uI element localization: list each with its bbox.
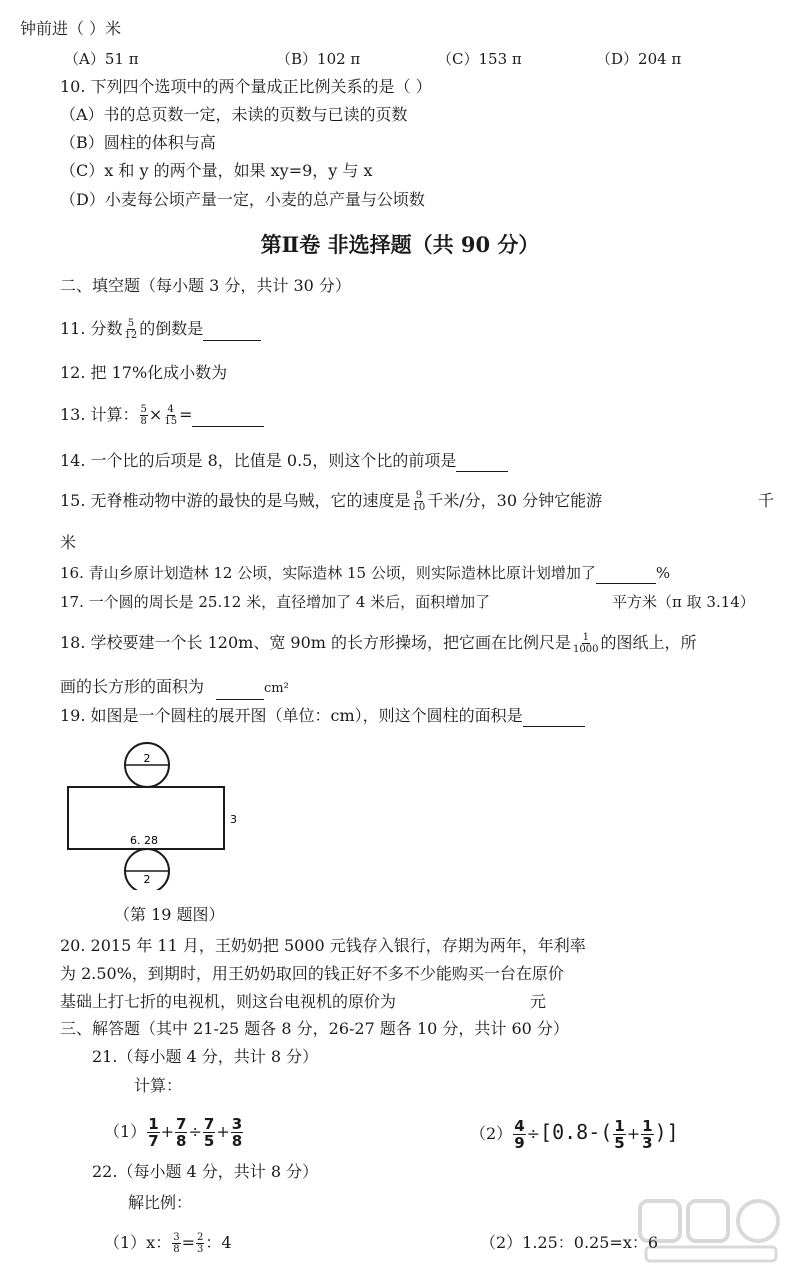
q13-f2-denominator: 15 xyxy=(164,416,178,427)
q15-fraction xyxy=(412,490,427,513)
q17: 17. 一个圆的周长是 25.12 米，直径增加了 4 米后，面积增加了 xyxy=(60,593,491,611)
q21-p2-f1-d: 9 xyxy=(514,1134,525,1152)
q21-p1-op-1: + xyxy=(160,1122,175,1141)
q16 xyxy=(60,562,670,584)
q15-middle: 千米/分，30 分钟它能游 xyxy=(427,491,603,510)
q21-p1-f3-d: 5 xyxy=(203,1132,215,1150)
q13-f2-numerator: 4 xyxy=(167,404,174,415)
q9-option-a: （A）51 π xyxy=(64,50,139,68)
q21-p1-f3-n: 7 xyxy=(203,1115,215,1133)
q21-p2-f3-d: 3 xyxy=(642,1134,653,1152)
q21-part-1 xyxy=(104,1112,244,1152)
q16-unit: % xyxy=(655,564,671,582)
q22-p1-f2-d: 3 xyxy=(197,1244,204,1255)
q19-text: 19. 如图是一个圆柱的展开图（单位：cm），则这个圆柱的面积是 xyxy=(60,706,523,725)
q9-option-b: （B）102 π xyxy=(276,50,361,68)
top-circle-label: 2 xyxy=(143,752,151,765)
q21-instruction: 计算： xyxy=(134,1076,183,1095)
q13-fraction-2 xyxy=(163,404,178,427)
q16-text: 16. 青山乡原计划造林 12 公顷，实际造林 15 公顷，则实际造林比原计划增加了 xyxy=(60,564,596,582)
q20-line-2: 为 2.50%，到期时，用王奶奶取回的钱正好不多不少能购买一台在原价 xyxy=(60,964,564,983)
q21-p2-frac-1 xyxy=(513,1118,525,1151)
q13 xyxy=(60,404,264,427)
q13-operator: × xyxy=(148,405,163,424)
figure-caption: （第 19 题图） xyxy=(114,905,225,924)
q11-denominator: 12 xyxy=(124,330,138,341)
q15-numerator: 9 xyxy=(415,490,423,501)
q11-numerator: 5 xyxy=(127,318,135,329)
q13-f1-denominator: 8 xyxy=(140,416,147,427)
q22-part-2: （2）1.25：0.25=x：6 xyxy=(480,1233,659,1252)
q14-text: 14. 一个比的后项是 8，比值是 0.5，则这个比的前项是 xyxy=(60,451,457,470)
q21-p1-f1-d: 7 xyxy=(148,1132,159,1150)
q18-cont-text: 画的长方形的面积为 xyxy=(60,677,205,696)
q21-p1-op-3: + xyxy=(216,1122,230,1141)
q20-line-1: 20. 2015 年 11 月，王奶奶把 5000 元钱存入银行，存期为两年，年利率 xyxy=(60,936,586,955)
q9-option-c: （C）153 π xyxy=(437,50,522,68)
q18 xyxy=(60,632,697,655)
part-2-header: 二、填空题（每小题 3 分，共计 30 分） xyxy=(60,276,351,295)
q15 xyxy=(60,490,602,513)
q21-p1-f2-n: 7 xyxy=(176,1115,187,1133)
q21-p1-frac-2 xyxy=(175,1116,187,1149)
q21-p2-plus: + xyxy=(626,1124,641,1143)
watermark-logo xyxy=(636,1195,786,1265)
q11 xyxy=(60,318,261,341)
q22-header: 22.（每小题 4 分，共计 8 分） xyxy=(92,1162,319,1181)
q12: 12. 把 17%化成小数为 xyxy=(60,363,228,382)
q18-numerator: 1 xyxy=(582,632,589,643)
q18-prefix: 18. 学校要建一个长 120m、宽 90m 的长方形操场，把它画在比例尺是 xyxy=(60,633,572,652)
q10-option-b: （B）圆柱的体积与高 xyxy=(60,133,216,152)
q18-unit: cm² xyxy=(264,681,289,696)
q15-tail: 千 xyxy=(758,491,775,510)
q21-header: 21.（每小题 4 分，共计 8 分） xyxy=(92,1047,319,1066)
q9-continuation: 钟前进（ ）米 xyxy=(20,19,122,38)
q11-fraction xyxy=(124,318,139,341)
q18-continuation xyxy=(60,676,289,700)
q13-equals: = xyxy=(179,405,193,424)
q10-option-d: （D）小麦每公顷产量一定，小麦的总产量与公顷数 xyxy=(60,190,425,209)
q21-p1-frac-1 xyxy=(147,1116,159,1149)
q21-p2-open: [0.8-( xyxy=(540,1120,613,1144)
q22-p1-frac-1 xyxy=(172,1232,180,1255)
part-3-header: 三、解答题（其中 21-25 题各 8 分，26-27 题各 10 分，共计 60 分） xyxy=(60,1019,569,1038)
cylinder-net-figure xyxy=(50,740,270,890)
q14 xyxy=(60,450,508,472)
q21-p2-close: )] xyxy=(654,1120,679,1144)
q16-answer-blank[interactable] xyxy=(596,567,656,584)
q21-p1-frac-3 xyxy=(203,1116,215,1149)
q13-prefix: 13. 计算： xyxy=(60,405,139,424)
q18-fraction xyxy=(572,632,599,655)
q22-p1-tail: ：4 xyxy=(205,1233,232,1252)
q18-suffix: 的图纸上，所 xyxy=(600,633,697,652)
q13-f1-numerator: 5 xyxy=(140,404,147,415)
q21-p2-f1-n: 4 xyxy=(514,1117,525,1135)
q17-tail: 平方米（π 取 3.14） xyxy=(612,593,755,611)
q19-answer-blank[interactable] xyxy=(523,710,585,727)
q22-p1-f2-n: 2 xyxy=(197,1232,204,1243)
q21-p1-f2-d: 8 xyxy=(176,1132,187,1150)
q22-p1-f1-n: 3 xyxy=(173,1232,180,1243)
q22-p1-eq: = xyxy=(181,1233,195,1252)
q22-p1-frac-2 xyxy=(196,1232,204,1255)
q10-stem: 10. 下列四个选项中的两个量成正比例关系的是（ ） xyxy=(60,77,432,96)
q21-p1-label: （1） xyxy=(104,1122,147,1141)
q11-suffix: 的倒数是 xyxy=(139,319,204,338)
q21-p2-f3-n: 1 xyxy=(642,1117,653,1135)
q13-answer-blank[interactable] xyxy=(192,410,264,427)
q21-p1-f4-n: 3 xyxy=(231,1115,243,1133)
q18-answer-blank[interactable] xyxy=(216,683,264,700)
section-2-title: 第Ⅱ卷 非选择题（共 90 分） xyxy=(260,232,540,257)
q10-option-c: （C）x 和 y 的两个量，如果 xy=9，y 与 x xyxy=(60,161,373,180)
q21-p2-f2-n: 1 xyxy=(614,1117,625,1135)
q21-p2-f2-d: 5 xyxy=(614,1134,625,1152)
q21-p2-frac-3 xyxy=(641,1118,653,1151)
q11-prefix: 11. 分数 xyxy=(60,319,123,338)
q21-p1-frac-4 xyxy=(231,1116,243,1149)
q21-p2-op: ÷ xyxy=(526,1124,541,1143)
width-label: 6. 28 xyxy=(130,834,158,847)
q19 xyxy=(60,705,585,727)
q22-instruction: 解比例： xyxy=(128,1193,193,1212)
q22-part-1 xyxy=(104,1232,232,1255)
q22-p1-label: （1）x： xyxy=(104,1233,172,1252)
q21-p1-f1-n: 1 xyxy=(148,1115,159,1133)
q21-p1-op-2: ÷ xyxy=(188,1122,202,1141)
q15-denominator: 10 xyxy=(412,502,426,513)
q15-continuation: 米 xyxy=(60,533,77,552)
q14-answer-blank[interactable] xyxy=(456,455,508,472)
q13-fraction-1 xyxy=(140,404,148,427)
q9-option-d: （D）204 π xyxy=(596,50,682,68)
q21-part-2 xyxy=(470,1112,679,1154)
q21-p1-f4-d: 8 xyxy=(231,1132,243,1150)
q21-p2-label: （2） xyxy=(470,1124,513,1143)
q20-line-3: 基础上打七折的电视机，则这台电视机的原价为 xyxy=(60,992,397,1011)
q22-p1-f1-d: 8 xyxy=(173,1244,180,1255)
q18-denominator: 1000 xyxy=(573,644,599,655)
height-label: 3 xyxy=(230,813,237,826)
q20-unit: 元 xyxy=(530,992,547,1011)
q15-prefix: 15. 无脊椎动物中游的最快的是乌贼，它的速度是 xyxy=(60,491,411,510)
q11-answer-blank[interactable] xyxy=(203,324,261,341)
q21-p2-frac-2 xyxy=(613,1118,625,1151)
q10-option-a: （A）书的总页数一定，未读的页数与已读的页数 xyxy=(60,105,408,124)
bottom-circle-label: 2 xyxy=(143,873,151,886)
